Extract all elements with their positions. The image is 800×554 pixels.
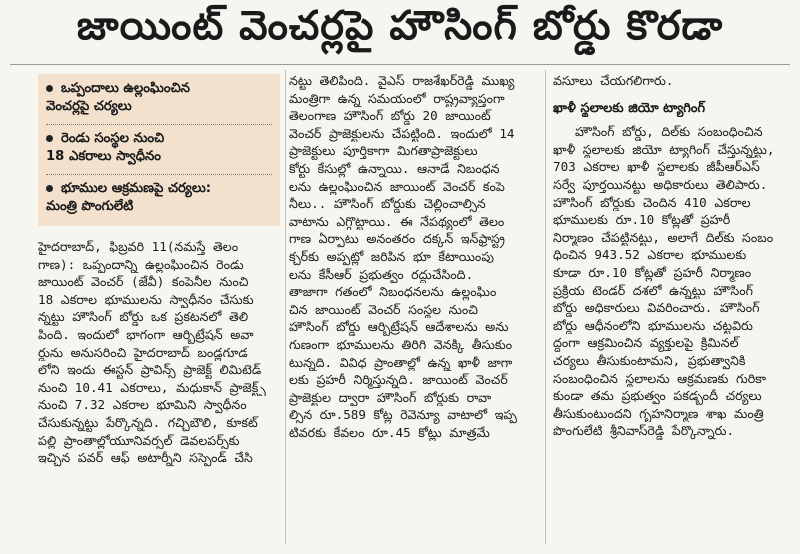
text-line: బోర్డు అధికారులు వివరించారు. హౌసింగ్ — [553, 300, 760, 316]
text-line: కుండా తమ ప్రభుత్వం పకడ్బందీ చర్యలు — [553, 388, 762, 404]
text-line: ఖాళీ స్థలాలకు జియో ట్యాగింగ్ చేస్తున్నట్టు, — [553, 141, 775, 157]
text-line: 703 ఎకరాల ఖాళీ స్థలాలకు జీపీఆర్‌ఎస్ — [553, 159, 760, 175]
text-line: తీసుకుంటుందని గృహనిర్మాణ శాఖ మంత్రి — [553, 405, 764, 421]
highlight-text: భూముల ఆక్రమణపై చర్యలు: — [61, 181, 212, 196]
text-line: తాజాగా గతంలో నిబంధనలను ఉల్లంఘిం — [289, 284, 497, 300]
article-column-1 — [38, 238, 282, 467]
text-line: క్చర్‌కు అప్పట్లో జరిపిన భూ కేటాయింపు — [289, 248, 494, 264]
headline-rule — [10, 64, 790, 65]
text-line: వాటాను ఎగ్గొట్టాయి. ఈ నేపథ్యంలో తెలం — [289, 213, 505, 229]
article-column-2 — [289, 72, 535, 441]
text-line: నట్టు తెలిపింది. వైఎస్ రాజశేఖర్‌రెడ్డి ముఖ్య — [289, 73, 515, 88]
column-divider — [285, 70, 286, 544]
page-bottom-edge — [0, 544, 800, 554]
text-line: ప్రక్రియ టెండర్ దశలో ఉన్నట్టు హౌసింగ్ — [553, 282, 753, 298]
text-line: లను ఉల్లంఘించిన జాయింట్ వెంచర్ కంపె — [289, 178, 505, 194]
text-line: గుణంగా భూములను తిరిగి వెనక్కి తీసుకుం — [289, 336, 513, 352]
text-line: కోర్టు కేసుల్లో ఉన్నాయి. ఆనాడే నిబంధన — [289, 160, 500, 176]
text-line: భూములకు రూ.10 కోట్లతో ప్రహరీ — [553, 212, 731, 228]
bullet-icon — [46, 135, 53, 142]
highlight-item — [46, 80, 190, 116]
column-divider — [545, 70, 546, 544]
text-line: ఇచ్చిన పవర్ ఆఫ్ అటార్నీని సస్పెండ్ చేసి — [38, 450, 253, 466]
bullet-icon — [46, 185, 53, 192]
highlight-text: మంత్రి పొంగులేటి — [46, 199, 134, 214]
article-headline: జాయింట్ వెంచర్లపై హౌసింగ్ బోర్డు కొరడా — [76, 3, 724, 49]
text-line: హైదరాబాద్, ఫిబ్రవరి 11(నమస్తే తెలం — [38, 239, 239, 254]
highlight-item — [46, 180, 211, 216]
highlight-text: ఒప్పందాలు ఉల్లంఘించిన — [61, 81, 190, 96]
text-line: ప్రాజెక్టులు పూర్తికాగా మిగతాప్రాజెక్టులు — [289, 143, 478, 159]
text-line: ర్డును అనుసరించి హైదరాబాద్ బండ్లగూడ — [38, 344, 248, 360]
text-line: హౌసింగ్ బోర్డుకు చెందిన 410 ఎకరాల — [553, 194, 751, 210]
text-line: మంత్రిగా ఉన్న సమయంలో రాష్ట్రవ్యాప్తంగా — [289, 90, 505, 106]
text-line: ప్రాజెక్టుల ద్వారా హౌసింగ్ బోర్డుకు రావా — [289, 389, 492, 405]
text-line: ధించిన 943.52 ఎకరాల భూములకు — [553, 247, 747, 263]
text-line: చేసుకున్నట్టు పేర్కొన్నది. గచ్చిబౌలి, కూకట్ — [38, 414, 258, 430]
text-line: హౌసింగ్ బోర్డు, దిల్‌కు సంబంధించిన — [575, 124, 763, 140]
text-line: సర్వే పూర్తయినట్టు అధికారులు తెలిపారు. — [553, 176, 768, 192]
text-line: ద్ధంగా ఆక్రమించిన వ్యక్తులపై క్రిమినల్ — [553, 335, 739, 351]
text-line: జాయింట్ వెంచర్ (జేవీ) కంపెనీల నుంచి — [38, 274, 249, 290]
text-line: నుంచి 10.41 ఎకరాలు, మధుకాన్ ప్రాజెక్ట్స్ — [38, 379, 266, 395]
highlight-item — [46, 130, 164, 166]
text-line: గాణ ఏర్పాటు అనంతరం దక్కన్ ఇన్‌ఫ్రాస్ట్ర — [289, 231, 505, 247]
highlight-text: రెండు సంస్థల నుంచి — [61, 131, 165, 146]
text-line: చిన జాయింట్ వెంచర్ సంస్థల నుంచి — [289, 301, 478, 317]
text-line: న్నట్టు హౌసింగ్ బోర్డు ఒక ప్రకటనలో తెలి — [38, 309, 249, 325]
text-line: టున్నది. వివిధ ప్రాంతాల్లో ఉన్న ఖాళీ జాగా — [289, 354, 513, 370]
text-line: వసూలు చేయగలిగారు. — [553, 73, 674, 88]
text-line: బోర్డు ఆధీనంలోని భూములను చట్టవిరు — [553, 317, 753, 333]
text-line: లకు ప్రహరీ నిర్మిస్తున్నది. జాయింట్ వెంచర్ — [289, 372, 508, 388]
text-line: నీలు.. హౌసింగ్ బోర్డుకు చెల్లించాల్సిన — [289, 196, 486, 212]
section-subheading: ఖాళీ స్థలాలకు జియో ట్యాగింగ్ — [553, 100, 706, 116]
text-line: తెలంగాణ హౌసింగ్ బోర్డు 20 జాయింట్ — [289, 108, 491, 124]
text-line: పింది. ఇందులో భాగంగా ఆర్బిట్రేషన్ అవా — [38, 326, 254, 342]
highlight-text: 18 ఎకరాలు స్వాధీనం — [46, 149, 161, 164]
text-line: లోని ఇందు ఈస్టన్ ప్రావిన్స్ ప్రాజెక్ట్ లిమిటెడ్ — [38, 362, 262, 378]
text-line: టివరకు కేవలం రూ.45 కోట్లు మాత్రమే — [289, 424, 490, 440]
text-line: ల్సిన రూ.589 కోట్ల రెవెన్యూ వాటాలో ఇప్ప — [289, 407, 517, 423]
highlight-divider — [46, 174, 272, 175]
text-line: లను కేసీఆర్ ప్రభుత్వం రద్దుచేసింది. — [289, 266, 474, 282]
text-line: హౌసింగ్ బోర్డు ఆర్బిట్రేషన్ ఆదేశాలను అను — [289, 319, 509, 335]
highlight-text: వెంచర్లపై చర్యలు — [46, 99, 132, 114]
text-line: పల్లి ప్రాంతాల్లోయూనివర్సల్ డెవలపర్స్‌కు — [38, 432, 240, 448]
text-line: పొంగులేటి శ్రీనివాస్‌రెడ్డి పేర్కొన్నారు. — [553, 423, 735, 439]
text-line: వెంచర్ ప్రాజెక్టులను చేపట్టింది. ఇందులో 14 — [289, 125, 515, 141]
text-line: చర్యలు తీసుకుంటామని, ప్రభుత్వానికి — [553, 352, 746, 368]
highlight-divider — [46, 124, 272, 125]
text-line: నిర్మాణం చేపట్టినట్టు, అలాగే దిల్‌కు సంబం — [553, 229, 774, 245]
article-column-3 — [553, 72, 793, 440]
text-line: కూడా రూ.10 కోట్లతో ప్రహరీ నిర్మాణం — [553, 264, 752, 280]
text-line: నుంచి 7.32 ఎకరాల భూమిని స్వాధీనం — [38, 397, 247, 413]
highlights-box — [38, 74, 280, 226]
text-line: సంబంధించిన స్థలాలను ఆక్రమణకు గురికా — [553, 370, 767, 386]
text-line: 18 ఎకరాల భూములను స్వాధీనం చేసుకు — [38, 291, 254, 307]
text-line: గాణ): ఒప్పందాన్ని ఉల్లంఘించిన రెండు — [38, 256, 244, 272]
bullet-icon — [46, 85, 53, 92]
